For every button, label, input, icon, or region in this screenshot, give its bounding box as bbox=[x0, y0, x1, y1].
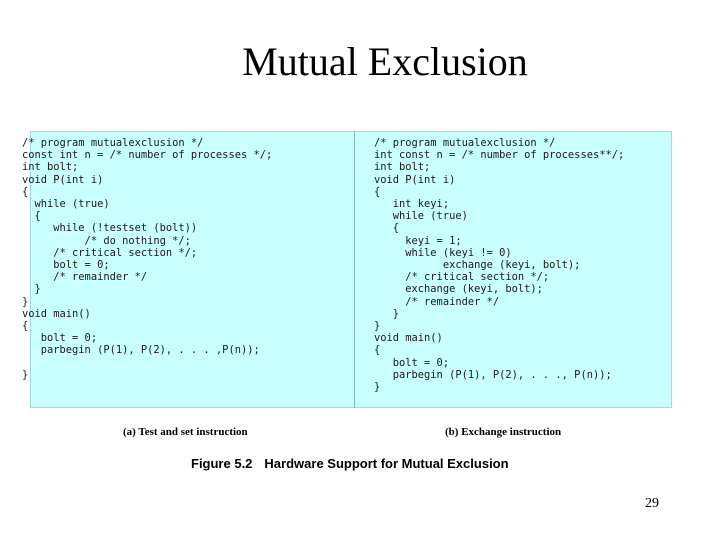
left-code-line: void main() bbox=[22, 307, 91, 320]
left-code-line: { bbox=[22, 320, 29, 333]
right-code-line: /* critical section */; bbox=[374, 271, 550, 284]
left-code-line: const int n = /* number of processes */; bbox=[22, 149, 273, 162]
right-code-line: } bbox=[374, 381, 381, 394]
code-listing-test-and-set bbox=[22, 137, 272, 381]
right-code-line: } bbox=[374, 307, 400, 320]
right-code-line: int const n = /* number of processes**/; bbox=[374, 149, 625, 162]
left-code-line: bolt = 0; bbox=[22, 332, 98, 345]
left-code-line: int bolt; bbox=[22, 161, 79, 174]
caption-exchange: (b) Exchange instruction bbox=[445, 426, 562, 438]
right-code-line: void P(int i) bbox=[374, 173, 456, 186]
right-code-line: while (keyi != 0) bbox=[374, 246, 512, 259]
right-code-line: parbegin (P(1), P(2), . . ., P(n)); bbox=[374, 368, 612, 381]
right-code-line: exchange (keyi, bolt); bbox=[374, 259, 581, 272]
left-code-line: bolt = 0; bbox=[22, 259, 110, 272]
right-code-line: { bbox=[374, 222, 400, 235]
right-code-line: bolt = 0; bbox=[374, 356, 450, 369]
left-code-line: /* program mutualexclusion */ bbox=[22, 137, 204, 149]
left-code-line: void P(int i) bbox=[22, 173, 104, 186]
right-code-line: while (true) bbox=[374, 210, 468, 223]
figure-divider bbox=[354, 131, 355, 408]
left-code-line: parbegin (P(1), P(2), . . . ,P(n)); bbox=[22, 344, 260, 357]
right-code-line: /* remainder */ bbox=[374, 295, 500, 308]
left-code-line: { bbox=[22, 185, 29, 198]
right-code-line: int keyi; bbox=[374, 198, 450, 211]
left-code-line: { bbox=[22, 210, 41, 223]
page-number: 29 bbox=[645, 496, 659, 511]
right-code-line: { bbox=[374, 344, 381, 357]
right-code-line: int bolt; bbox=[374, 161, 431, 174]
left-code-line: while (!testset (bolt)) bbox=[22, 222, 198, 235]
left-code-line: /* remainder */ bbox=[22, 271, 148, 284]
slide-title: Mutual Exclusion bbox=[242, 39, 528, 84]
left-code-line: /* do nothing */; bbox=[22, 234, 191, 247]
left-code-line: } bbox=[22, 295, 29, 308]
right-code-line: { bbox=[374, 185, 381, 198]
left-code-line: } bbox=[22, 283, 41, 296]
right-code-line: /* program mutualexclusion */ bbox=[374, 137, 556, 149]
right-code-line: keyi = 1; bbox=[374, 234, 462, 247]
figure-number: Figure 5.2 bbox=[191, 456, 253, 471]
left-code-line: } bbox=[22, 368, 29, 381]
right-code-line: void main() bbox=[374, 332, 443, 345]
figure-title: Hardware Support for Mutual Exclusion bbox=[264, 456, 509, 471]
figure-caption bbox=[191, 456, 509, 471]
left-code-line: /* critical section */; bbox=[22, 246, 198, 259]
right-code-line: } bbox=[374, 320, 381, 333]
left-code-line: while (true) bbox=[22, 198, 110, 211]
code-listing-exchange bbox=[374, 137, 624, 393]
right-code-line: exchange (keyi, bolt); bbox=[374, 283, 543, 296]
caption-test-and-set: (a) Test and set instruction bbox=[123, 426, 248, 438]
